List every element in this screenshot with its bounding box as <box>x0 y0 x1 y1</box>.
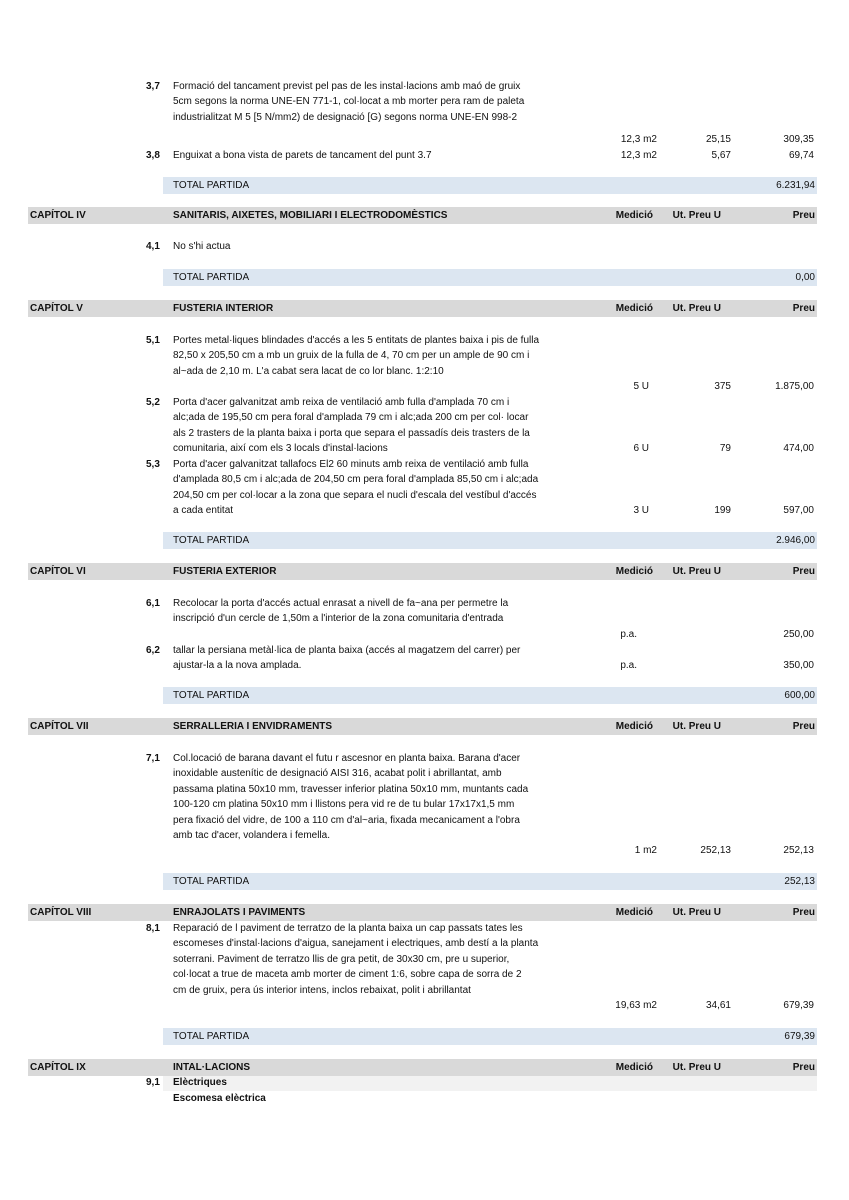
description-line: cm de gruix, pera ús interior intens, inclos rebaixat, polit i abrillantat <box>173 984 471 996</box>
header-medicio: Medició <box>615 1062 653 1073</box>
description-line: 100-120 cm platina 50x10 mm i llistons pera vid re de tu bular 17x17x1,5 mm <box>173 799 515 811</box>
description-line: No s'hi actua <box>173 241 231 252</box>
item-description <box>173 395 573 457</box>
item-quantity: 6 U <box>633 443 649 454</box>
description-line: Recolocar la porta d'accés actual enrasat a nivell de fa~ana per permetre la <box>173 598 509 609</box>
total-label: TOTAL PARTIDA <box>173 272 250 283</box>
chapter-title: FUSTERIA EXTERIOR <box>173 566 277 577</box>
item-code: 7,1 <box>146 753 160 764</box>
item-quantity: 3 U <box>633 505 649 516</box>
header-preu-u: Preu U <box>688 907 721 918</box>
description-line: alc;ada de 195,50 cm pera foral d'amplada 79 cm i alc;ada 200 cm per col· locar <box>173 412 529 424</box>
description-line: Formació del tancament previst pel pas de les instal·lacions amb maó de gruix <box>173 81 521 92</box>
item-total: 597,00 <box>783 505 814 516</box>
header-preu-u: Preu U <box>688 566 721 577</box>
item-quantity: p.a. <box>620 660 637 671</box>
item-description <box>173 921 573 998</box>
description-line: a cada entitat <box>173 505 234 517</box>
description-line: Reparació de l paviment de terratzo de la planta baixa un cap passats tates les <box>173 923 523 934</box>
item-total: 679,39 <box>783 1000 814 1011</box>
chapter-header <box>28 300 817 317</box>
total-label: TOTAL PARTIDA <box>173 690 250 701</box>
item-quantity: 12,3 m2 <box>620 150 657 161</box>
chapter-header <box>28 207 817 224</box>
total-partida-row <box>163 177 817 194</box>
item-quantity: 1 m2 <box>634 845 657 856</box>
item-description <box>173 643 573 674</box>
item-code: 3,8 <box>146 150 160 161</box>
header-preu: Preu <box>792 907 815 918</box>
header-medicio: Medició <box>615 566 653 577</box>
item-quantity: 5 U <box>633 381 649 392</box>
chapter-label: CAPÍTOL IV <box>30 210 86 221</box>
description-line: 5cm segons la norma UNE-EN 771-1, col·locat a mb morter pera ram de paleta <box>173 96 525 108</box>
total-partida-row <box>163 532 817 549</box>
item-unit-price: 79 <box>719 443 731 454</box>
description-line: col·locat a true de maceta amb morter de ciment 1:6, sobre capa de sorra de 2 <box>173 969 522 981</box>
header-preu: Preu <box>792 1062 815 1073</box>
description-line: al~ada de 2,10 m. L'a cabat sera lacat de co lor blanc. 1:2:10 <box>173 365 444 377</box>
total-label: TOTAL PARTIDA <box>173 535 250 546</box>
item-quantity: p.a. <box>620 629 637 640</box>
description-line: pera fixació del vidre, de 100 a 110 cm d'al~aria, fixada mecanicament a l'obra <box>173 814 520 826</box>
header-medicio: Medició <box>615 907 653 918</box>
chapter-title: INTAL·LACIONS <box>173 1062 251 1073</box>
chapter-title: SERRALLERIA I ENVIDRAMENTS <box>173 721 333 732</box>
item-code: 5,1 <box>146 335 160 346</box>
description-line: d'amplada 80,5 cm i alc;ada de 204,50 cm pera foral d'amplada 85,50 cm i alc;ada <box>173 474 539 486</box>
item-description <box>173 596 573 627</box>
item-total: 252,13 <box>783 845 814 856</box>
subsection-title: Elèctriques <box>173 1077 227 1088</box>
item-unit-price: 252,13 <box>700 845 731 856</box>
item-code: 4,1 <box>146 241 160 252</box>
header-preu-u: Preu U <box>688 210 721 221</box>
item-total: 309,35 <box>783 134 814 145</box>
total-label: TOTAL PARTIDA <box>173 876 250 887</box>
item-code: 9,1 <box>146 1077 160 1088</box>
item-total: 1.875,00 <box>775 381 814 392</box>
item-description <box>173 79 573 125</box>
chapter-header <box>28 904 817 921</box>
chapter-title: SANITARIS, AIXETES, MOBILIARI I ELECTRODOMÈSTICS <box>173 210 448 221</box>
header-ut: Ut. <box>672 907 686 918</box>
item-quantity: 19,63 m2 <box>615 1000 657 1011</box>
item-total: 69,74 <box>788 150 814 161</box>
header-ut: Ut. <box>672 566 686 577</box>
description-line: comunitaria, així com els 3 locals d'instal·lacions <box>173 443 388 455</box>
item-unit-price: 34,61 <box>705 1000 731 1011</box>
description-line: ajustar-la a la nova amplada. <box>173 660 302 672</box>
chapter-label: CAPÍTOL IX <box>30 1062 86 1073</box>
total-value: 252,13 <box>784 876 815 887</box>
chapter-label: CAPÍTOL VI <box>30 566 86 577</box>
item-description <box>173 239 573 254</box>
header-medicio: Medició <box>615 303 653 314</box>
header-preu-u: Preu U <box>688 721 721 732</box>
total-value: 679,39 <box>784 1031 815 1042</box>
item-total: 350,00 <box>783 660 814 671</box>
header-ut: Ut. <box>672 721 686 732</box>
description-line: 204,50 cm per col·locar a la zona que separa el nucli d'escala del vestíbul d'accés <box>173 489 537 501</box>
total-partida-row <box>163 873 817 890</box>
total-label: TOTAL PARTIDA <box>173 180 250 191</box>
header-ut: Ut. <box>672 210 686 221</box>
item-code: 8,1 <box>146 923 160 934</box>
description-line: Porta d'acer galvanitzat amb reixa de ventilació amb fulla d'amplada 70 cm i <box>173 397 510 408</box>
header-preu-u: Preu U <box>688 1062 721 1073</box>
header-preu: Preu <box>792 210 815 221</box>
subsection-subtitle: Escomesa elèctrica <box>173 1093 266 1104</box>
item-total: 474,00 <box>783 443 814 454</box>
total-partida-row <box>163 269 817 286</box>
chapter-label: CAPÍTOL VIII <box>30 907 92 918</box>
item-code: 3,7 <box>146 81 160 92</box>
item-description <box>173 333 573 379</box>
item-unit-price: 5,67 <box>711 150 731 161</box>
chapter-label: CAPÍTOL VII <box>30 721 89 732</box>
header-medicio: Medició <box>615 210 653 221</box>
description-line: tallar la persiana metàl·lica de planta baixa (accés al magatzem del carrer) per <box>173 645 521 656</box>
description-line: als 2 trasters de la planta baixa i porta que separa el passadís deis trasters de la <box>173 427 530 439</box>
header-medicio: Medició <box>615 721 653 732</box>
header-ut: Ut. <box>672 303 686 314</box>
item-unit-price: 25,15 <box>705 134 731 145</box>
total-value: 6.231,94 <box>776 180 815 191</box>
total-partida-row <box>163 1028 817 1045</box>
item-total: 250,00 <box>783 629 814 640</box>
description-line: soterrani. Paviment de terratzo llis de gra petit, de 30x30 cm, pre u superior, <box>173 953 510 965</box>
item-code: 5,2 <box>146 397 160 408</box>
item-code: 6,2 <box>146 645 160 656</box>
description-line: amb tac d'acer, volandera i femella. <box>173 830 330 842</box>
header-preu: Preu <box>792 303 815 314</box>
item-unit-price: 375 <box>714 381 731 392</box>
chapter-title: FUSTERIA INTERIOR <box>173 303 274 314</box>
total-value: 600,00 <box>784 690 815 701</box>
total-label: TOTAL PARTIDA <box>173 1031 250 1042</box>
chapter-title: ENRAJOLATS I PAVIMENTS <box>173 907 306 918</box>
description-line: industrialitzat M 5 [5 N/mm2) de designació [G) segons norma UNE-EN 998-2 <box>173 111 518 123</box>
header-preu: Preu <box>792 721 815 732</box>
header-preu: Preu <box>792 566 815 577</box>
total-partida-row <box>163 687 817 704</box>
item-code: 5,3 <box>146 459 160 470</box>
item-description <box>173 751 573 843</box>
chapter-label: CAPÍTOL V <box>30 303 83 314</box>
chapter-header <box>28 563 817 580</box>
description-line: Enguixat a bona vista de parets de tancament del punt 3.7 <box>173 150 432 161</box>
total-value: 0,00 <box>795 272 815 283</box>
chapter-header <box>28 718 817 735</box>
item-unit-price: 199 <box>714 505 731 516</box>
total-value: 2.946,00 <box>776 535 815 546</box>
chapter-header <box>28 1059 817 1076</box>
item-quantity: 12,3 m2 <box>620 134 657 145</box>
description-line: 82,50 x 205,50 cm a mb un gruix de la fulla de 4, 70 cm per un ample de 90 cm i <box>173 350 530 362</box>
item-description <box>173 457 573 519</box>
subsection-background <box>163 1076 817 1091</box>
description-line: escomeses d'instal·lacions d'aigua, sanejament i electriques, amb destí a la planta <box>173 938 539 950</box>
description-line: Portes metal·liques blindades d'accés a les 5 entitats de plantes baixa i pis de fulla <box>173 335 540 346</box>
header-ut: Ut. <box>672 1062 686 1073</box>
description-line: inscripció d'un cercle de 1,50m a l'interior de la zona comunitaria d'entrada <box>173 613 504 625</box>
description-line: Porta d'acer galvanitzat tallafocs El2 60 minuts amb reixa de ventilació amb fulla <box>173 459 529 470</box>
description-line: passama platina 50x10 mm, travesser inferior platina 50x10 mm, muntants cada <box>173 783 529 795</box>
header-preu-u: Preu U <box>688 303 721 314</box>
item-description <box>173 148 573 163</box>
item-code: 6,1 <box>146 598 160 609</box>
description-line: Col.locació de barana davant el futu r ascesnor en planta baixa. Barana d'acer <box>173 753 521 764</box>
description-line: inoxidable austenític de designació AISI 316, acabat polit i abrillantat, amb <box>173 768 502 780</box>
